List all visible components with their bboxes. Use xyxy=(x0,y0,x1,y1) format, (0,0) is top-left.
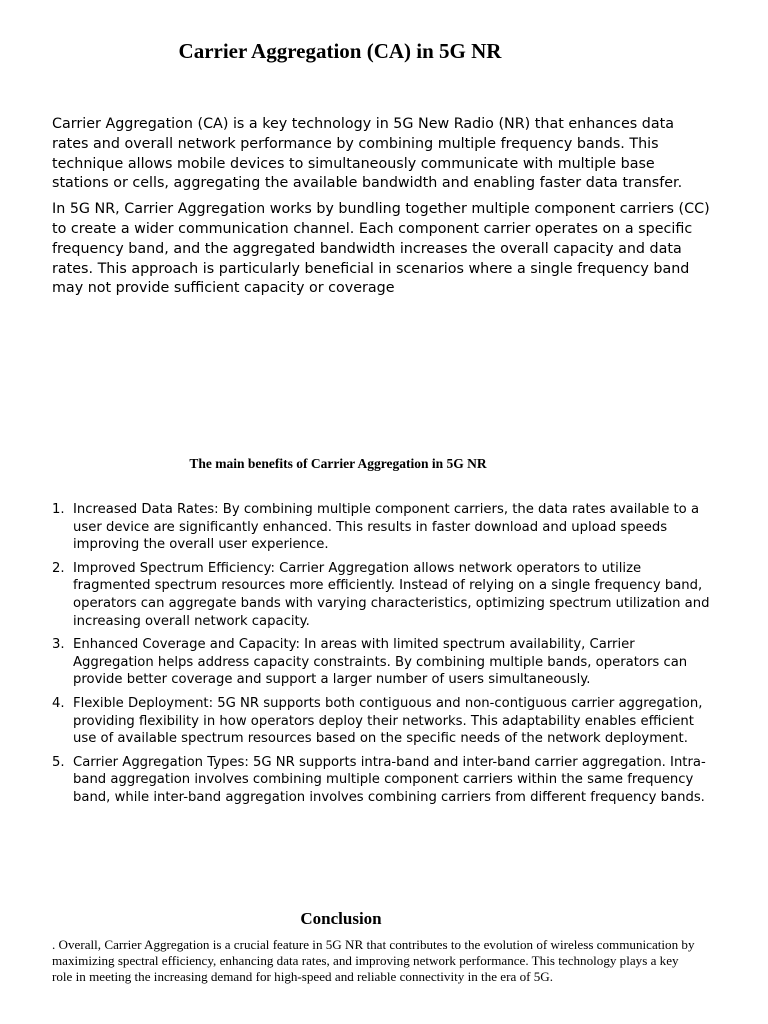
benefit-text: Enhanced Coverage and Capacity: In areas with limited spectrum availability, Carrier Aggregation helps address capacity constraints. By combining multiple bands, operators can provide better coverage and support a larger number of users simultaneously. xyxy=(73,637,688,688)
benefit-number: 1. xyxy=(52,502,65,517)
benefit-item xyxy=(52,754,712,807)
benefit-number: 2. xyxy=(52,560,65,576)
benefit-number: 5. xyxy=(52,754,65,770)
benefit-item xyxy=(52,560,712,630)
intro-paragraph: Carrier Aggregation (CA) is a key technology in 5G New Radio (NR) that enhances data rates and overall network performance by combining multiple frequency bands. This technique allows mobile devices to simultaneously communicate with multiple base stations or cells, aggregating the available bandwidth and enabling faster data transfer. xyxy=(52,116,683,192)
benefits-list xyxy=(52,501,712,813)
conclusion-paragraph: . Overall, Carrier Aggregation is a crucial feature in 5G NR that contributes to the evolution of wireless communication by maximizing spectral efficiency, enhancing data rates, and improving network performance. This technology plays a key role in meeting the increasing demand for high-speed and reliable connectivity in the era of 5G. xyxy=(52,937,695,984)
benefits-heading: The main benefits of Carrier Aggregation in 5G NR xyxy=(189,456,487,471)
benefit-item xyxy=(52,695,712,748)
benefit-text: Increased Data Rates: By combining multiple component carriers, the data rates available to a user device are significantly enhanced. This results in faster download and upload speeds improving the overall user experience. xyxy=(73,502,700,553)
intro-paragraph: In 5G NR, Carrier Aggregation works by bundling together multiple component carriers (CC) to create a wider communication channel. Each component carrier operates on a specific frequency band, and the aggregated bandwidth increases the overall capacity and data rates. This approach is particularly beneficial in scenarios where a single frequency band may not provide sufficient capacity or coverage xyxy=(52,201,710,297)
conclusion-heading: Conclusion xyxy=(300,909,382,928)
benefit-item xyxy=(52,636,712,689)
benefit-text: Improved Spectrum Efficiency: Carrier Aggregation allows network operators to utilize fragmented spectrum resources more efficiently. Instead of relying on a single frequency band, operators can aggregate bands with varying characteristics, optimizing spectrum utilization and increasing overall network capacity. xyxy=(73,560,710,629)
benefit-item xyxy=(52,501,712,554)
benefit-text: Flexible Deployment: 5G NR supports both contiguous and non-contiguous carrier aggregation, providing flexibility in how operators deploy their networks. This adaptability enables efficient use of available spectrum resources based on the specific needs of the network deployment. xyxy=(73,695,703,747)
intro-section xyxy=(52,115,712,305)
benefit-text: Carrier Aggregation Types: 5G NR supports intra-band and inter-band carrier aggregation. Intra-band aggregation involves combining multiple component carriers within the same frequency band, while inter-band aggregation involves combining carriers from different frequency bands. xyxy=(73,754,706,805)
benefit-number: 4. xyxy=(52,695,65,711)
benefit-number: 3. xyxy=(52,637,65,653)
page-title: Carrier Aggregation (CA) in 5G NR xyxy=(178,39,502,63)
